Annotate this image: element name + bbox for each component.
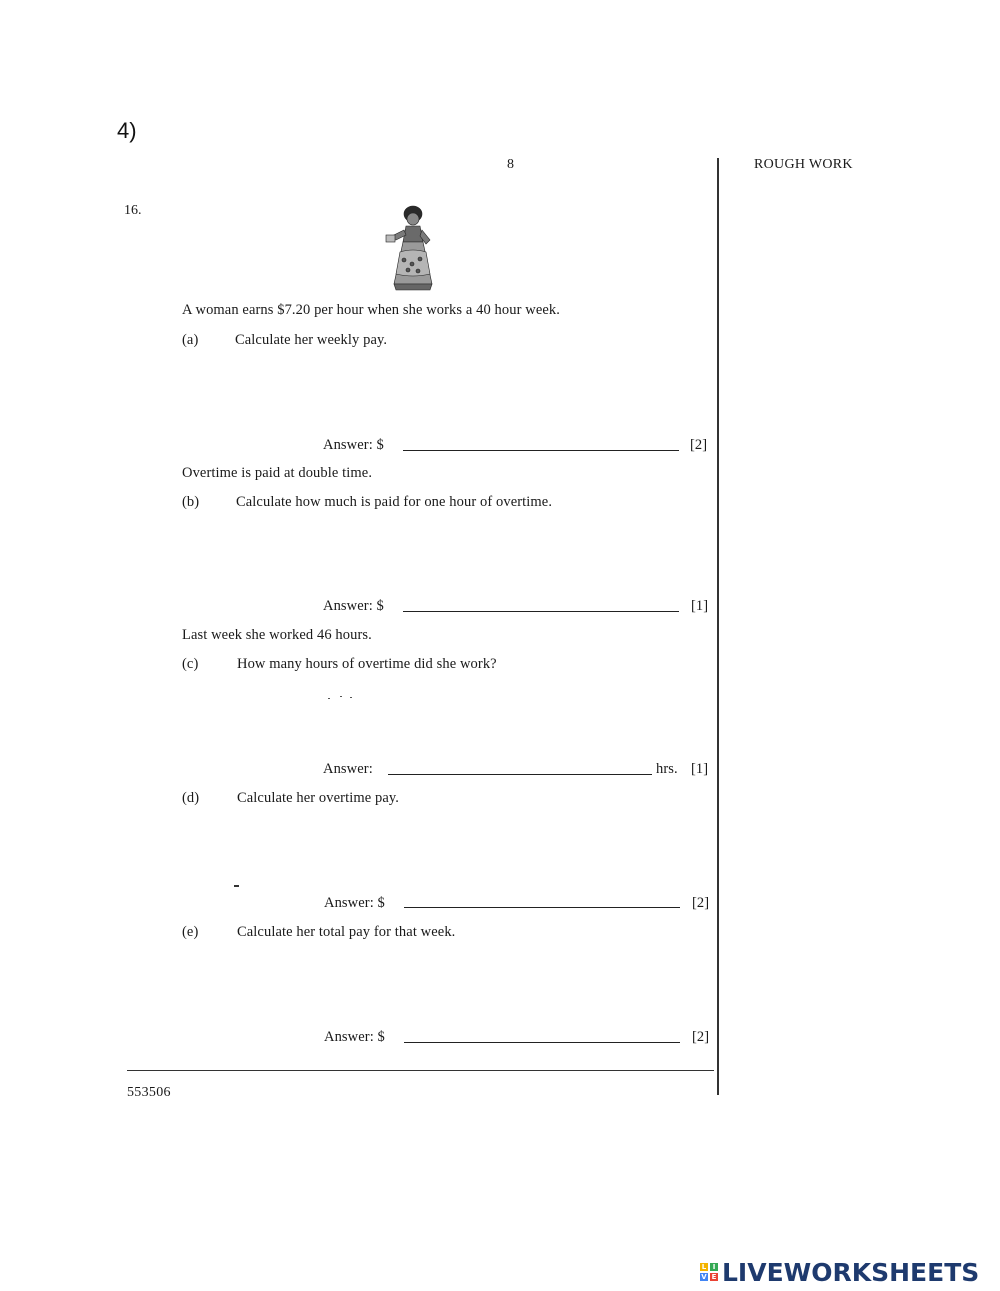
part-c-answer-line[interactable] (388, 774, 652, 775)
page-number: 8 (507, 157, 514, 172)
part-e-label: (e) (182, 924, 199, 940)
part-d-answer-line[interactable] (404, 907, 680, 908)
part-b-label: (b) (182, 494, 200, 510)
part-e-text: Calculate her total pay for that week. (237, 924, 456, 940)
logo-letter: L (701, 1263, 707, 1271)
part-a-answer-prefix: Answer: $ (323, 437, 384, 453)
part-d-text: Calculate her overtime pay. (237, 790, 399, 806)
logo-letter: V (701, 1273, 707, 1281)
logo-letter: E (711, 1273, 717, 1281)
part-c-label: (c) (182, 656, 199, 672)
part-a-text: Calculate her weekly pay. (235, 332, 388, 348)
part-d-label: (d) (182, 790, 200, 806)
part-b-answer-line[interactable] (403, 611, 679, 612)
logo-letter: I (710, 1263, 718, 1271)
part-e-answer-line[interactable] (404, 1042, 680, 1043)
question-label: 4) (117, 118, 137, 143)
scan-speck (350, 697, 352, 698)
part-c-answer-suffix: hrs. (656, 761, 678, 777)
scan-speck (234, 885, 239, 887)
liveworksheets-brand (699, 1257, 979, 1287)
liveworksheets-logo-icon (699, 1262, 719, 1282)
scan-speck (340, 696, 342, 697)
woman-figure-icon (378, 202, 448, 294)
part-c-answer-prefix: Answer: (323, 761, 373, 777)
part-a-answer-line[interactable] (403, 450, 679, 451)
question-number: 16. (124, 203, 142, 218)
paper-code: 553506 (127, 1085, 171, 1100)
part-e-marks: [2] (692, 1029, 710, 1045)
brand-name: LIVEWORKSHEETS (722, 1257, 980, 1287)
part-a-marks: [2] (690, 437, 708, 453)
question-intro: A woman earns $7.20 per hour when she works a 40 hour week. (182, 302, 560, 318)
part-a-label: (a) (182, 332, 199, 348)
scan-speck (328, 698, 330, 699)
part-b-answer-prefix: Answer: $ (323, 598, 384, 614)
part-c-text: How many hours of overtime did she work? (237, 656, 497, 672)
page-bottom-rule (127, 1070, 714, 1071)
rough-work-heading: ROUGH WORK (754, 157, 853, 172)
margin-divider (717, 158, 719, 1095)
part-e-answer-prefix: Answer: $ (324, 1029, 385, 1045)
part-b-text: Calculate how much is paid for one hour of overtime. (236, 494, 553, 510)
overtime-rate-statement: Overtime is paid at double time. (182, 465, 373, 481)
part-b-marks: [1] (691, 598, 709, 614)
part-d-marks: [2] (692, 895, 710, 911)
hours-worked-statement: Last week she worked 46 hours. (182, 627, 372, 643)
part-d-answer-prefix: Answer: $ (324, 895, 385, 911)
part-c-marks: [1] (691, 761, 709, 777)
